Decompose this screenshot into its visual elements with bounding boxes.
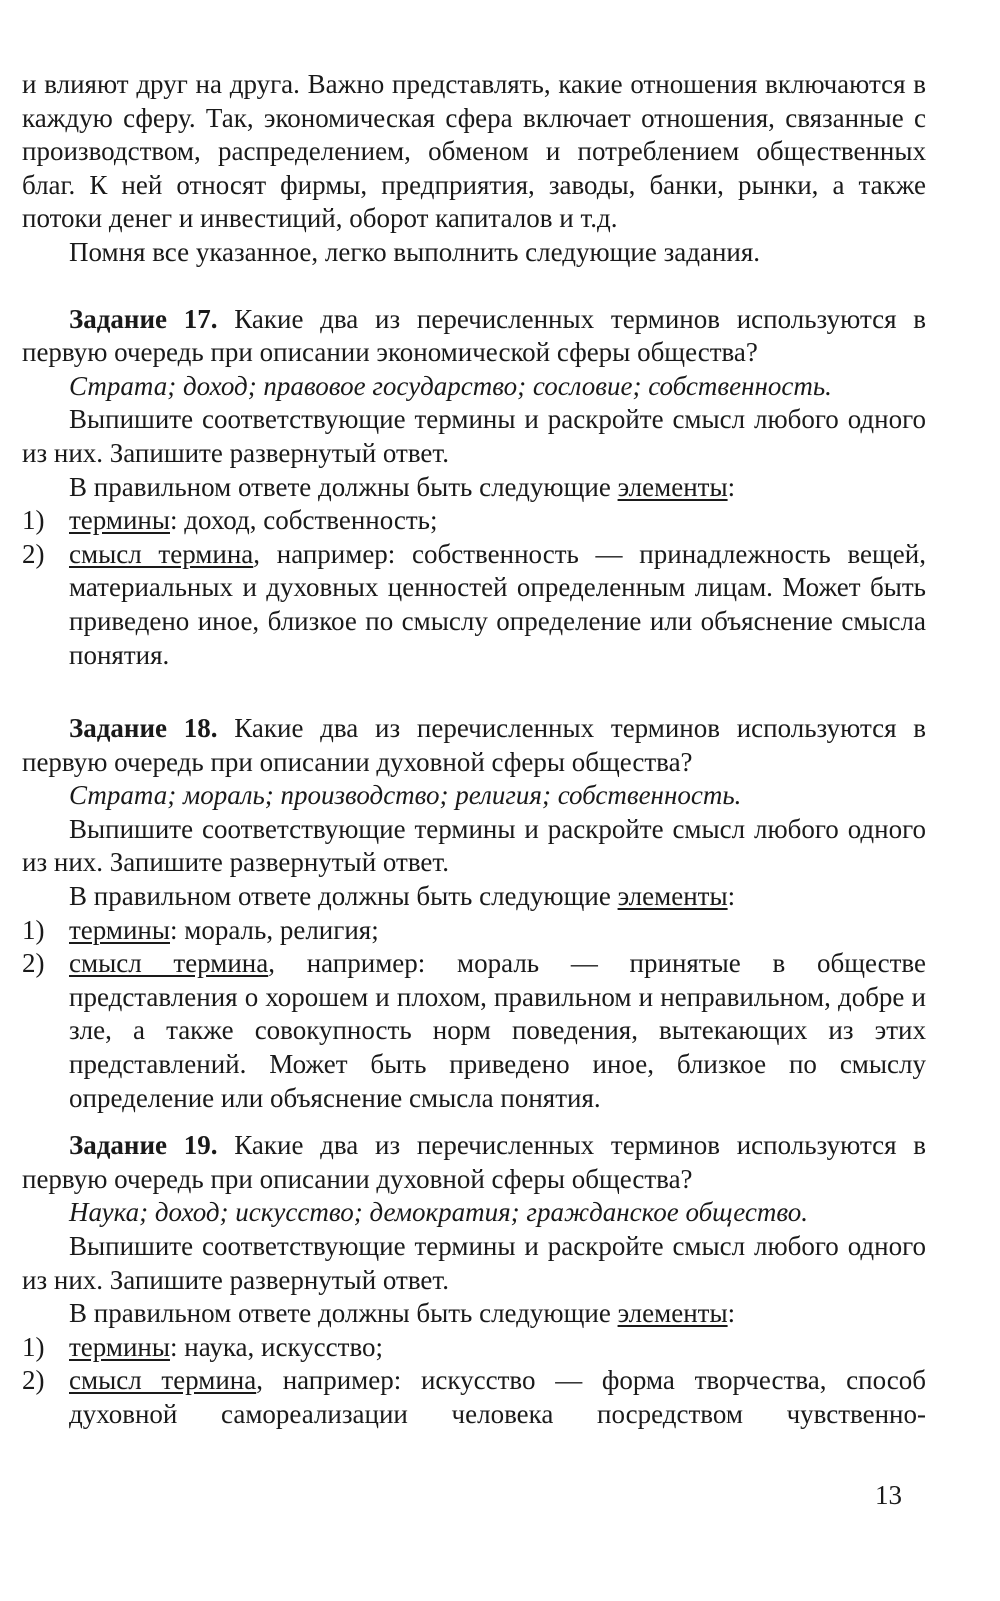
page-number: 13 <box>875 1480 902 1510</box>
page-body <box>22 68 926 1432</box>
item-number: 2) <box>22 948 45 979</box>
task-options: Страта; мораль; производство; религия; собственность. <box>69 780 742 811</box>
answer-intro: В правильном ответе должны быть следующие элементы: <box>69 881 736 912</box>
task-label: Задание 18. <box>69 713 218 744</box>
task-19 <box>22 1129 926 1431</box>
answer-item <box>22 947 926 1115</box>
task-question <box>22 1129 926 1196</box>
intro-paragraph: и влияют друг на друга. Важно представлять, какие отношения включаются в каждую сферу. Так, экономическая сфера включает отношения, связанные с производством, распределением, обменом и потреблением общественных благ. К ней относят фирмы, предприятия, заводы, банки, рынки, а также потоки денег и инвестиций, оборот капиталов и т.д. <box>22 69 926 234</box>
task-label: Задание 17. <box>69 303 218 334</box>
answer-item <box>22 1364 926 1431</box>
item-number: 2) <box>22 1365 45 1396</box>
answer-item <box>22 504 926 538</box>
item-term: термины <box>69 914 170 945</box>
answer-item <box>22 538 926 672</box>
item-text: , например: собственность — принадлежность вещей, материальных и духовных ценностей определенным лицам. Может быть приведено иное, близкое по смыслу определение или объяснение смысла понятия. <box>69 538 926 670</box>
item-term: смысл термина <box>69 1365 257 1396</box>
item-term: смысл термина <box>69 948 269 979</box>
answer-item <box>22 1331 926 1365</box>
task-options: Страта; доход; правовое государство; сословие; собственность. <box>69 370 832 401</box>
item-number: 1) <box>22 914 45 945</box>
item-text: : доход, собственность; <box>170 505 438 536</box>
answer-intro: В правильном ответе должны быть следующие элементы: <box>69 471 736 502</box>
task-18 <box>22 712 926 1115</box>
task-instruction: Выпишите соответствующие термины и раскройте смысл любого одного из них. Запишите развернутый ответ. <box>22 813 926 878</box>
answer-item <box>22 914 926 948</box>
task-question <box>22 303 926 370</box>
item-text: , например: искусство — форма творчества, способ духовной самореализации человека посредством чувственно- <box>69 1365 926 1429</box>
answer-intro-elements: элементы <box>617 881 728 912</box>
answer-intro-elements: элементы <box>617 471 728 502</box>
item-term: термины <box>69 1331 170 1362</box>
item-text: : мораль, религия; <box>170 914 379 945</box>
task-options: Наука; доход; искусство; демократия; гражданское общество. <box>69 1197 808 1228</box>
item-text: : наука, искусство; <box>170 1331 384 1362</box>
item-term: смысл термина <box>69 538 254 569</box>
item-number: 1) <box>22 1331 45 1362</box>
intro-closing: Помня все указанное, легко выполнить следующие задания. <box>69 236 761 267</box>
task-question-text: Какие два из перечисленных терминов используются в первую очередь при описании духовной сферы общества? <box>22 713 926 777</box>
task-question-text: Какие два из перечисленных терминов используются в первую очередь при описании экономической сферы общества? <box>22 303 926 368</box>
task-question-text: Какие два из перечисленных терминов используются в первую очередь при описании духовной сферы общества? <box>22 1130 926 1194</box>
task-label: Задание 19. <box>69 1130 218 1161</box>
task-question <box>22 712 926 779</box>
item-number: 1) <box>22 505 45 536</box>
answer-intro-elements: элементы <box>617 1298 728 1329</box>
task-instruction: Выпишите соответствующие термины и раскройте смысл любого одного из них. Запишите развернутый ответ. <box>22 404 926 468</box>
answer-intro: В правильном ответе должны быть следующие элементы: <box>69 1298 736 1329</box>
item-number: 2) <box>22 538 45 569</box>
item-term: термины <box>69 505 170 536</box>
task-instruction: Выпишите соответствующие термины и раскройте смысл любого одного из них. Запишите развернутый ответ. <box>22 1231 926 1295</box>
task-17 <box>22 303 926 673</box>
item-text: , например: мораль — принятые в обществе представления о хорошем и плохом, правильном и неправильном, добре и зле, а также совокупность норм поведения, вытекающих из этих представлений. Может быть приведено иное, близкое по смыслу определение или объяснение смысла понятия. <box>69 948 927 1113</box>
